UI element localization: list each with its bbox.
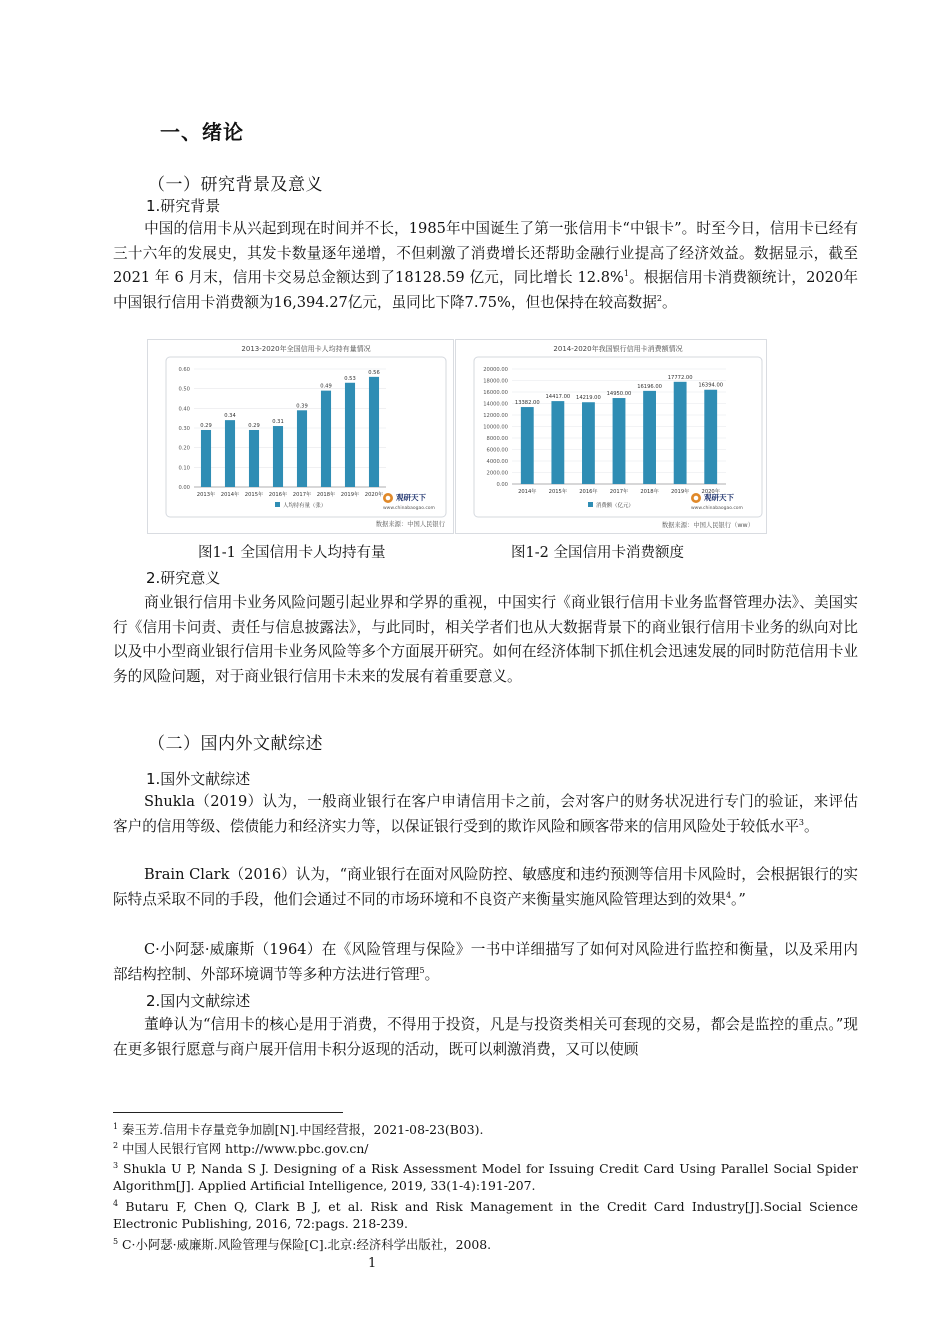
data-source: 数据来源：中国人民银行（ww） [661, 522, 754, 529]
y-tick-label: 16000.00 [483, 390, 508, 396]
bar-chart-consumption [456, 340, 766, 533]
legend-label: 人均持有量（张） [283, 503, 327, 509]
chapter-heading: 一、绪论 [160, 120, 244, 144]
footnote-1: $^1$ 秦玉芳.信用卡存量竞争加剧[N].中国经营报，2021-08-23(B03). [113, 1121, 484, 1137]
chart-title: 2013-2020年全国信用卡人均持有量情况 [241, 345, 371, 353]
y-tick-label: 12000.00 [483, 413, 508, 419]
logo-url: www.chinabaogao.com [691, 506, 743, 511]
y-tick-label: 0.20 [178, 445, 190, 452]
bar [643, 391, 656, 484]
bar-value-label: 13382.00 [514, 400, 540, 407]
bar-value-label: 0.53 [344, 375, 356, 382]
bar-value-label: 0.31 [272, 419, 284, 426]
y-tick-label: 0.00 [496, 482, 508, 488]
footnote-rule [113, 1112, 343, 1113]
paragraph-background: 中国的信用卡从兴起到现在时间并不长，1985年中国诞生了第一张信用卡“中银卡”。时至今日，信用卡已经有三十六年的发展史，其发卡数量逐年递增，不但刺激了消费增长还帮助金融行业提高了经济效益。数据显示，截至 2021 年 6 月末，信用卡交易总金额达到了18128.59 亿元，同比增长 12.8%$^1$。根据信用卡消费额统计，2020年中国银行信用卡消费额为16,394.27亿元，虽同比下降7.75%，但也保持在较高数据$^2$。 [113, 220, 858, 311]
logo-url: www.chinabaogao.com [383, 506, 435, 511]
logo-icon-inner [386, 496, 391, 501]
bar-chart-per-capita [148, 340, 453, 533]
bar-value-label: 0.29 [200, 422, 212, 429]
section-heading-background: （一）研究背景及意义 [148, 175, 323, 195]
figure2-caption: 图1-2 全国信用卡消费额度 [511, 545, 684, 561]
y-tick-label: 0.00 [178, 485, 190, 491]
bar [674, 382, 687, 484]
paragraph-shukla: Shukla（2019）认为，一般商业银行在客户申请信用卡之前，会对客户的财务状况进行专门的验证，来评估客户的信用等级、偿债能力和经济实力等，以保证银行受到的欺诈风险和顾客带来的信用风险处于较低水平$^3$。 [113, 793, 858, 835]
bar-value-label: 0.39 [296, 403, 308, 410]
y-tick-label: 20000.00 [483, 367, 508, 373]
figure1-caption: 图1-1 全国信用卡人均持有量 [198, 545, 386, 561]
chart-title: 2014-2020年我国银行信用卡消费额情况 [553, 345, 683, 353]
y-tick-label: 0.50 [178, 386, 190, 393]
paragraph-significance: 商业银行信用卡业务风险问题引起业界和学界的重视，中国实行《商业银行信用卡业务监督管理办法》、美国实行《信用卡问责、责任与信息披露法》，与此同时，相关学者们也从大数据背景下的商业银行信用卡业务的纵向对比以及中小型商业银行信用卡业务风险等多个方面展开研究。如何在经济体制下抓住机会迅速发展的同时防范信用卡业务的风险问题，对于商业银行信用卡未来的发展有着重要意义。 [113, 594, 858, 685]
bar-value-label: 16394.00 [698, 382, 724, 389]
x-tick-label: 2016年 [268, 492, 288, 498]
bar [613, 398, 626, 484]
y-tick-label: 10000.00 [483, 424, 508, 431]
x-tick-label: 2014年 [518, 489, 537, 495]
data-source: 数据来源：中国人民银行 [375, 521, 445, 528]
bar-value-label: 14950.00 [606, 391, 632, 398]
figure-per-capita-cards [147, 339, 454, 534]
logo-text: 观研天下 [396, 493, 426, 502]
logo-text: 观研天下 [704, 493, 734, 502]
bar [551, 401, 564, 484]
y-tick-label: 0.60 [178, 367, 190, 373]
y-tick-label: 18000.00 [483, 378, 508, 385]
y-tick-label: 2000.00 [486, 470, 508, 477]
bar [704, 390, 717, 484]
bar-value-label: 17772.00 [667, 374, 693, 381]
footnote-2: $^2$ 中国人民银行官网 http://www.pbc.gov.cn/ [113, 1140, 369, 1156]
subsection-heading-significance: 2.研究意义 [146, 569, 221, 587]
bar [369, 377, 379, 487]
x-tick-label: 2014年 [220, 492, 240, 498]
footnote-5: $^5$ C·小阿瑟·威廉斯.风险管理与保险[C].北京:经济科学出版社，2008. [113, 1236, 492, 1252]
bar [273, 426, 283, 487]
footnote-4: $^4$ Butaru F, Chen Q, Clark B J, et al. Risk and Risk Management in the Credit Card Industry[J].Social Science Electronic Publishing, 2016, 72:pags. 218-239. [113, 1198, 858, 1231]
bar-value-label: 0.34 [224, 413, 236, 420]
bar [345, 383, 355, 487]
subsection-heading-domestic: 2.国内文献综述 [146, 992, 251, 1010]
subsection-heading-foreign: 1.国外文献综述 [146, 770, 251, 788]
footnote-3: $^3$ Shukla U P, Nanda S J. Designing of a Risk Assessment Model for Issuing Credit Card Using Parallel Social Spider Algorithm[J]. Applied Artificial Intelligence, 2019, 33(1-4):191-207. [113, 1160, 858, 1193]
x-tick-label: 2018年 [640, 489, 659, 495]
x-tick-label: 2018年 [316, 492, 336, 498]
bar-value-label: 0.56 [368, 369, 380, 376]
legend-swatch [275, 502, 280, 507]
x-tick-label: 2019年 [340, 492, 360, 498]
legend-label: 消费额（亿元） [596, 503, 634, 509]
y-tick-label: 6000.00 [486, 447, 508, 454]
logo-icon-inner [694, 496, 699, 501]
x-tick-label: 2016年 [579, 489, 598, 495]
bar [225, 420, 235, 487]
bar-value-label: 16196.00 [637, 383, 662, 390]
x-tick-label: 2015年 [548, 489, 568, 495]
bar [582, 402, 595, 484]
bar [321, 391, 331, 487]
legend-swatch [588, 502, 593, 507]
x-tick-label: 2017年 [609, 489, 629, 495]
section-heading-literature: （二）国内外文献综述 [148, 734, 323, 754]
figure-consumption-amount [455, 339, 767, 534]
bar-value-label: 0.29 [248, 422, 260, 429]
paragraph-clark: Brain Clark（2016）认为，“商业银行在面对风险防控、敏感度和违约预测等信用卡风险时，会根据银行的实际特点采取不同的手段，他们会通过不同的市场环境和不良资产来衡量实施风险管理达到的效果$^4$。” [113, 866, 858, 908]
x-tick-label: 2019年 [670, 489, 690, 495]
subsection-heading-background: 1.研究背景 [146, 197, 221, 215]
bar [521, 407, 534, 484]
bar-value-label: 14219.00 [576, 395, 601, 402]
y-tick-label: 0.10 [178, 465, 190, 472]
x-tick-label: 2015年 [244, 492, 264, 498]
x-tick-label: 2017年 [292, 492, 312, 498]
paragraph-dongzheng: 董峥认为“信用卡的核心是用于消费，不得用于投资，凡是与投资类相关可套现的交易，都会是监控的重点。”现在更多银行愿意与商户展开信用卡积分返现的活动，既可以刺激消费，又可以使顾 [113, 1016, 858, 1058]
y-tick-label: 0.30 [178, 426, 190, 432]
x-tick-label: 2013年 [196, 492, 216, 498]
y-tick-label: 0.40 [178, 406, 190, 413]
page-number: 1 [368, 1256, 377, 1271]
x-tick-label: 2020年 [364, 492, 384, 498]
paragraph-williams: C·小阿瑟·威廉斯（1964）在《风险管理与保险》一书中详细描写了如何对风险进行监控和衡量，以及采用内部结构控制、外部环境调节等多种方法进行管理$^5$。 [113, 941, 858, 983]
y-tick-label: 8000.00 [486, 436, 508, 442]
bar-value-label: 14417.00 [545, 394, 571, 401]
bar-value-label: 0.49 [320, 383, 332, 390]
bar [201, 430, 211, 487]
x-tick-label: 2020年 [701, 489, 720, 495]
bar [297, 410, 307, 487]
y-tick-label: 4000.00 [486, 459, 508, 465]
y-tick-label: 14000.00 [483, 401, 508, 408]
bar [249, 430, 259, 487]
